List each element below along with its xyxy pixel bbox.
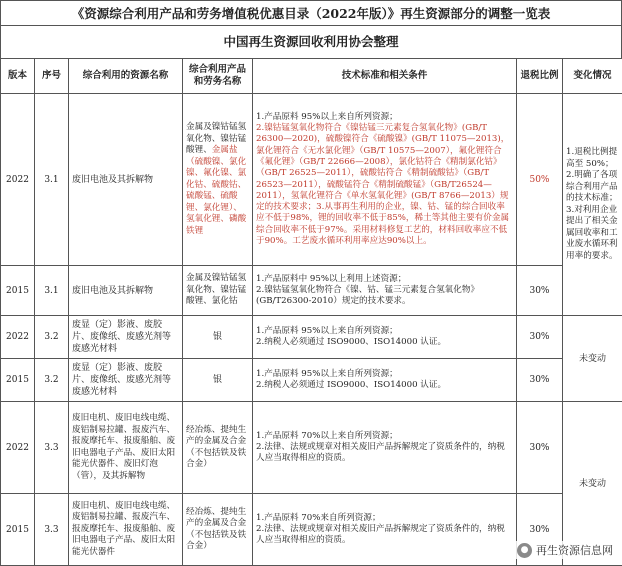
seq-cell: 3.2	[35, 316, 69, 359]
table-row	[1, 402, 622, 494]
condition-item: 2.法律、法规或规章对相关废旧产品拆解规定了资质条件的，纳税人应当取得相应的资质。	[256, 524, 513, 547]
seq-cell: 3.3	[35, 494, 69, 566]
change-cell: 未变动	[563, 316, 622, 402]
resource-cell: 废旧电池及其拆解物	[69, 94, 183, 266]
change-cell: 1.退税比例提高至 50%；2.明确了各项综合利用产品的技术标准；3.对利用企业提出了相关金属回收率和工业废水循环利用率的要求。	[563, 94, 622, 316]
standard-cell	[253, 266, 517, 316]
condition-item: 2.纳税人必须通过 ISO9000、ISO14000 认证。	[256, 337, 513, 348]
resource-cell: 废旧电机、废旧电线电缆、废铝制易拉罐、报废汽车、报废摩托车、报废船舶、废旧电器电子产品、废旧太阳能光伏器件、废旧灯泡（管），及其拆解物	[69, 402, 183, 494]
document-subtitle: 中国再生资源回收利用协会整理	[0, 26, 622, 58]
seq-cell: 3.2	[35, 359, 69, 402]
wechat-icon: ●	[517, 543, 532, 558]
version-cell: 2022	[1, 316, 35, 359]
standard-cell	[253, 494, 517, 566]
version-cell: 2015	[1, 266, 35, 316]
product-cell	[183, 94, 253, 266]
product-cell: 金属及镍钴锰氢氧化物、镍钴锰酸锂、氯化钴	[183, 266, 253, 316]
product-cell: 经冶炼、提纯生产的金属及合金（不包括铁及铁合金）	[183, 494, 253, 566]
header-version: 版本	[1, 59, 35, 94]
adjustment-table	[0, 58, 622, 566]
watermark	[514, 541, 616, 559]
table-row	[1, 316, 622, 359]
condition-item: 1.产品原料 70%来自所列资源；	[256, 513, 513, 524]
table-row	[1, 359, 622, 402]
seq-cell: 3.1	[35, 94, 69, 266]
condition-item: 1.产品原料 95%以上来自所列资源；	[256, 326, 513, 337]
refund-cell: 30%	[517, 316, 563, 359]
condition-item: 2.纳税人必须通过 ISO9000、ISO14000 认证。	[256, 380, 513, 391]
resource-cell: 废显（定）影液、废胶片、废像纸、废感光剂等废感光材料	[69, 359, 183, 402]
version-cell: 2022	[1, 94, 35, 266]
standard-cell	[253, 316, 517, 359]
header-product: 综合利用产品和劳务名称	[183, 59, 253, 94]
watermark-text: 再生资源信息网	[536, 542, 613, 558]
standard-cell	[253, 359, 517, 402]
version-cell: 2022	[1, 402, 35, 494]
product-text: 金属及镍钴锰氢氧化物、镍钴锰酸锂、	[186, 122, 246, 155]
seq-cell: 3.1	[35, 266, 69, 316]
product-cell: 经冶炼、提纯生产的金属及合金（不包括铁及铁合金）	[183, 402, 253, 494]
condition-item: 2.法律、法规或规章对相关废旧产品拆解规定了资质条件的，纳税人应当取得相应的资质。	[256, 442, 513, 465]
condition-item: 2.镍钴锰氢氧化物符合《镍、钴、锰三元素复合氢氧化物》(GB/T26300-2010）规定的技术要求。	[256, 285, 513, 308]
header-seq: 序号	[35, 59, 69, 94]
header-resource: 综合利用的资源名称	[69, 59, 183, 94]
condition-item: 1.产品原料 95%以上来自所列资源；	[256, 112, 513, 123]
refund-cell: 30%	[517, 402, 563, 494]
product-cell: 银	[183, 359, 253, 402]
standard-cell	[253, 402, 517, 494]
change-cell: 未变动	[563, 402, 622, 566]
refund-cell: 30%	[517, 266, 563, 316]
table-header-row	[1, 59, 622, 94]
version-cell: 2015	[1, 359, 35, 402]
condition-item: 1.产品原料 95%以上来自所列资源；	[256, 369, 513, 380]
refund-cell: 30%	[517, 494, 563, 566]
condition-new-items: 2.镍钴锰氢氧化物符合《镍钴锰三元素复合氢氧化物》(GB/T 26300—2020)，硫酸镍符合《硫酸镍》(GB/T 11075—2013)，氯化锂符合《无水氯化锂》（GB/T 10575—2007），氟化锂符合《氟化锂》（GB/T 22666—2008），氯化钴符合《精制氯化钴》（GB/T 26525—2011），硫酸钴符合《精制硫酸钴》（GB/T 26523—2011），硫酸锰符合《精制硫酸锰》（GB/T26524—2011），氢氧化锂符合《单水氢氧化锂》(GB/T 8766—2013）规定的技术要求；3.从事再生利用的企业，镍、钴、锰的综合回收率应不低于98%，锂的回收率不低于85%，稀土等其他主要有价金属综合回收率不低于97%。采用材料修复工艺的，材料回收率应不低于90%。工艺废水循环利用率应达90%以上。	[256, 123, 513, 247]
header-refund: 退税比例	[517, 59, 563, 94]
resource-cell: 废显（定）影液、废胶片、废像纸、废感光剂等废感光材料	[69, 316, 183, 359]
document-title: 《资源综合利用产品和劳务增值税优惠目录（2022年版）》再生资源部分的调整一览表	[0, 0, 622, 26]
product-cell: 银	[183, 316, 253, 359]
resource-cell: 废旧电机、废旧电线电缆、废铝制易拉罐、报废汽车、报废摩托车、报废船舶、废旧电器电子产品、废旧太阳能光伏器件	[69, 494, 183, 566]
refund-cell: 30%	[517, 359, 563, 402]
header-change: 变化情况	[563, 59, 622, 94]
seq-cell: 3.3	[35, 402, 69, 494]
header-standard: 技术标准和相关条件	[253, 59, 517, 94]
table-row	[1, 94, 622, 266]
condition-item: 1.产品原料 70%以上来自所列资源；	[256, 431, 513, 442]
resource-cell: 废旧电池及其拆解物	[69, 266, 183, 316]
standard-cell	[253, 94, 517, 266]
refund-cell: 50%	[517, 94, 563, 266]
product-new-text: 金属盐（硫酸镍、氯化镍、氟化镍、氯化钴、硫酸钴、硫酸锰、硫酸锂、氯化锂）、氢氧化锂、磷酸铁锂	[186, 145, 246, 236]
table-row	[1, 266, 622, 316]
version-cell: 2015	[1, 494, 35, 566]
condition-item: 1.产品原料中 95%以上利用上述资源；	[256, 274, 513, 285]
